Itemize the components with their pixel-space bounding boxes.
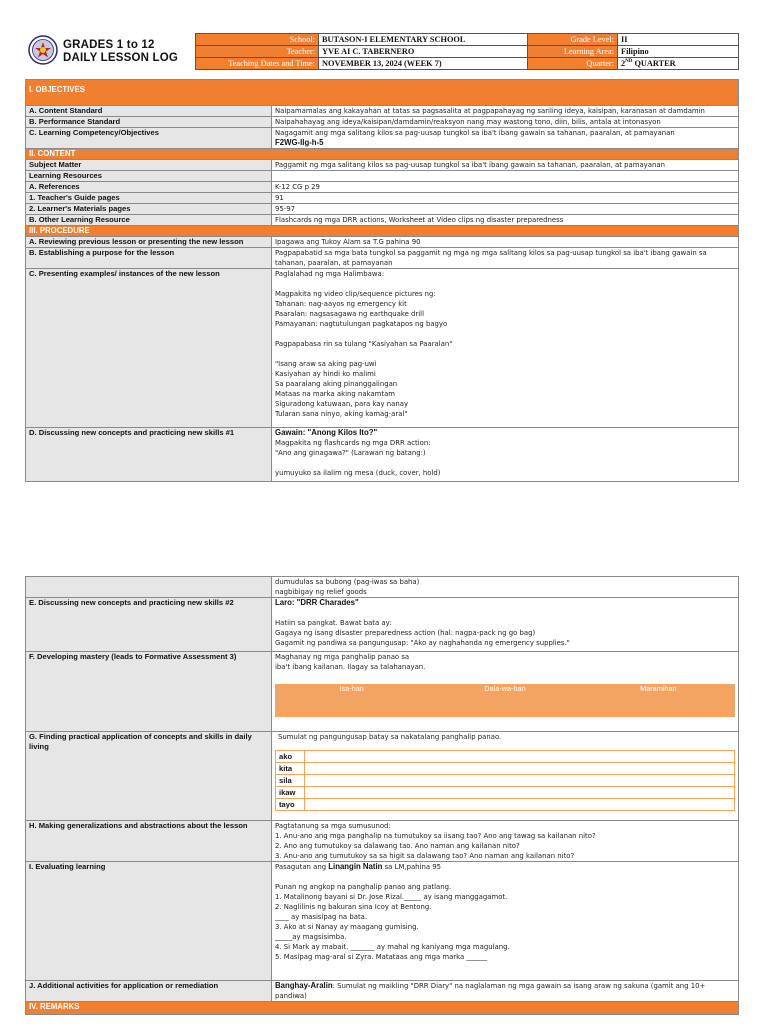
- table-row: [26, 577, 739, 598]
- competency-value: Nagagamit ang mga salitang kilos sa pag-uusap tungkol sa iba't ibang gawain sa tahanan, paaralan, at pamayanan: [275, 129, 675, 137]
- teachers-guide-value: 91: [272, 193, 739, 204]
- table-row: [26, 128, 739, 149]
- table-row: [26, 117, 739, 128]
- table-row: [26, 428, 739, 482]
- content-standard-label: A. Content Standard: [26, 106, 272, 117]
- procedure-i-intro-post: sa LM,pahina 95: [382, 863, 442, 871]
- section-row: [26, 80, 739, 106]
- kailanan-cell-isahan: [275, 696, 428, 717]
- grade-level-label: Grade Level:: [528, 34, 618, 46]
- table-row: [26, 204, 739, 215]
- table-row: [26, 821, 739, 862]
- table-row: [26, 193, 739, 204]
- procedure-f-cell: [272, 652, 739, 732]
- pronoun-sila: sila: [276, 775, 305, 787]
- school-value: BUTASON-I ELEMENTARY SCHOOL: [319, 34, 528, 46]
- title-line-1: GRADES 1 to 12: [63, 39, 155, 51]
- competency-label: C. Learning Competency/Objectives: [26, 128, 272, 149]
- form-title: [63, 39, 178, 64]
- pronoun-kita: kita: [276, 763, 305, 775]
- kailanan-table: [275, 684, 735, 717]
- content-standard-value: Naipamamalas ang kakayahan at tatas sa pagsasalita at pagpapahayag ng sariling ideya, kaisipan, karanasan at damdamin: [272, 106, 739, 117]
- pronoun-ikaw: ikaw: [276, 787, 305, 799]
- references-label: A. References: [26, 182, 272, 193]
- procedure-i-label: I. Evaluating learning: [26, 862, 272, 981]
- procedure-h-label: H. Making generalizations and abstractions about the lesson: [26, 821, 272, 862]
- competency-code: F2WG-IIg-h-5: [275, 138, 324, 147]
- deped-seal-icon: [28, 35, 58, 65]
- procedure-f-label: F. Developing mastery (leads to Formative Assessment 3): [26, 652, 272, 732]
- procedure-d-title: Gawain: "Anong Kilos Ito?": [275, 428, 378, 437]
- teacher-value: YVE AI C. TABERNERO: [319, 46, 528, 58]
- procedure-i-cell: [272, 862, 739, 981]
- table-row: [26, 652, 739, 732]
- table-row: [26, 862, 739, 981]
- procedure-i-value: Punan ng angkop na panghalip panao ang patlang. 1. Matalinong bayani si Dr. Jose Rizal._____ ay isang manggagamot. 2. Naglilinis ng bakuran sina Icoy at Bentong. ____ ay masisipag na bata. 3. Ako at si Nanay ay maagang gumising. _____ay magsisimba. 4. Si Mark ay mabait. _______ ay mahal ng kaniyang mga magulang. 5. Masipag mag-aral si Zyra. Matataas ang mga marka ______: [275, 883, 510, 961]
- kailanan-header-maramihan: Maramihan: [582, 684, 735, 696]
- procedure-g-value: Sumulat ng pangungusap batay sa nakatalang panghalip panao.: [278, 733, 502, 741]
- procedure-g-label: G. Finding practical application of concepts and skills in daily living: [26, 732, 272, 821]
- remarks-heading: IV. REMARKS: [26, 1002, 739, 1015]
- procedure-h-value: Pagtatanung sa mga sumusunod: 1. Anu-ano ang mga panghalip na tumutukoy sa iisang tao? Ano ang tawag sa kailanan nito? 2. Ano ang tumutukoy sa dalawang tao. Ano naman ang kailanan nito? 3. Anu-ano ang tumutukoy sa sa higit sa dalawang tao? Ano naman ang kailanan nito?: [272, 821, 739, 862]
- table-row: [26, 215, 739, 226]
- lesson-log-table-part-1: [25, 79, 738, 482]
- procedure-d-cont-value: dumudulas sa bubong (pag-iwas sa baha) nagbibigay ng relief goods: [272, 577, 739, 598]
- kailanan-cell-maramihan: [582, 696, 735, 717]
- kailanan-header-isahan: Isa-han: [275, 684, 428, 696]
- procedure-b-label: B. Establishing a purpose for the lesson: [26, 248, 272, 269]
- pronoun-table: [275, 750, 735, 811]
- quarter-suffix: ND: [625, 58, 633, 64]
- procedure-e-label: E. Discussing new concepts and practicing new skills #2: [26, 598, 272, 652]
- teachers-guide-label: 1. Teacher's Guide pages: [26, 193, 272, 204]
- pronoun-row: [276, 775, 735, 787]
- table-row: [26, 160, 739, 171]
- pronoun-row: [276, 751, 735, 763]
- kailanan-cell-dalawahan: [428, 696, 581, 717]
- procedure-e-title: Laro: "DRR Charades": [275, 598, 359, 607]
- pronoun-tayo: tayo: [276, 799, 305, 811]
- table-row: [26, 598, 739, 652]
- procedure-a-label: A. Reviewing previous lesson or presenting the new lesson: [26, 237, 272, 248]
- kailanan-header-dalawahan: Dala-wa-han: [428, 684, 581, 696]
- pronoun-answer-field[interactable]: [305, 751, 735, 763]
- procedure-d-cont-label: [26, 577, 272, 598]
- pronoun-row: [276, 799, 735, 811]
- section-row: [26, 1002, 739, 1015]
- table-row: [26, 981, 739, 1002]
- procedure-i-intro: [275, 862, 735, 872]
- subject-matter-value: Paggamit ng mga salitang kilos sa pag-uusap tungkol sa iba't ibang gawain sa tahanan, paaralan, at pamayanan: [272, 160, 739, 171]
- pronoun-answer-field[interactable]: [305, 799, 735, 811]
- school-label: School:: [196, 34, 319, 46]
- pronoun-answer-field[interactable]: [305, 763, 735, 775]
- procedure-d-label: D. Discussing new concepts and practicing new skills #1: [26, 428, 272, 482]
- quarter-label: Quarter:: [528, 58, 618, 70]
- procedure-a-value: Ipagawa ang Tukoy Alam sa T.G pahina 90: [272, 237, 739, 248]
- section-row: [26, 226, 739, 237]
- competency-cell: [272, 128, 739, 149]
- learning-area-value: Filipino: [618, 46, 739, 58]
- table-row: [26, 248, 739, 269]
- procedure-g-cell: [272, 732, 739, 821]
- table-row: [26, 732, 739, 821]
- table-row: [26, 106, 739, 117]
- table-row: [26, 171, 739, 182]
- table-row: [26, 182, 739, 193]
- procedure-i-intro-pre: Pasagutan ang: [275, 863, 329, 871]
- performance-standard-value: Naipahahayag ang ideya/kaisipan/damdamin/reaksyon nang may wastong tono, diin, bilis, antala at intonasyon: [272, 117, 739, 128]
- procedure-j-value: : Sumulat ng maikling "DRR Diary" na naglalaman ng mga gawain sa isang araw ng sakuna (gamit ang 10+ pandiwa): [275, 982, 706, 1000]
- learning-resources-value: [272, 171, 739, 182]
- procedure-c-value: Paglalahad ng mga Halimbawa: Magpakita ng video clip/sequence pictures ng: Tahanan: nag-aayos ng emergency kit Paaralan: nagsasagawa ng earthquake drill Pamayanan: nagtutulungan pagkatapos ng bagyo Pagpapabasa rin sa tulang "Kasiyahan sa Paaralan" "Isang araw sa aking pag-uwi Kasiyahan ay hindi ko malimi Sa paaralang aking pinanggalingan Mataas na marka aking nakamtam Siguradong katuwaan, para kay nanay Tularan sana ninyo, aking kamag-aral": [272, 269, 739, 428]
- other-resources-label: B. Other Learning Resource: [26, 215, 272, 226]
- procedure-c-label: C. Presenting examples/ instances of the new lesson: [26, 269, 272, 428]
- procedure-e-value: Hatiin sa pangkat. Bawat bata ay: Gagaya ng isang disaster preparedness action (hal: nagpa-pack ng go bag) Gagamit ng pandiwa sa pangungusap: "Ako ay naghahanda ng emergency supplies.": [275, 619, 570, 647]
- pronoun-ako: ako: [276, 751, 305, 763]
- procedure-j-cell: [272, 981, 739, 1002]
- pronoun-row: [276, 763, 735, 775]
- procedure-b-value: Pagpapabatid sa mga bata tungkol sa paggamit ng mga ng mga salitang kilos sa pag-uusap tungkol sa iba't ibang gawain sa tahanan, paaralan, at pamayanan: [272, 248, 739, 269]
- content-heading: II. CONTENT: [26, 149, 739, 160]
- objectives-heading: I. OBJECTIVES: [26, 80, 739, 106]
- procedure-d-cell: [272, 428, 739, 482]
- procedure-d-value: Magpakita ng flashcards ng mga DRR action: "Ano ang ginagawa?" (Larawan ng batang:) yumuyuko sa ilalim ng mesa (duck, cover, hold): [275, 439, 441, 477]
- learners-materials-label: 2. Learner's Materials pages: [26, 204, 272, 215]
- learning-area-label: Learning Area:: [528, 46, 618, 58]
- quarter-word: QUARTER: [634, 58, 676, 68]
- title-line-2: DAILY LESSON LOG: [63, 51, 179, 64]
- other-resources-value: Flashcards ng mga DRR actions, Worksheet at Video clips ng disaster preparedness: [272, 215, 739, 226]
- pronoun-row: [276, 787, 735, 799]
- section-row: [26, 149, 739, 160]
- teacher-label: Teacher:: [196, 46, 319, 58]
- lesson-log-table-part-2: [25, 576, 738, 1015]
- header-info-grid: [195, 33, 738, 69]
- procedure-e-cell: [272, 598, 739, 652]
- references-value: K-12 CG p 29: [272, 182, 739, 193]
- learners-materials-value: 95-97: [272, 204, 739, 215]
- teaching-dates-value: NOVEMBER 13, 2024 (WEEK 7): [319, 58, 528, 70]
- pronoun-answer-field[interactable]: [305, 775, 735, 787]
- grade-level-value: II: [618, 34, 739, 46]
- pronoun-answer-field[interactable]: [305, 787, 735, 799]
- procedure-j-title: Banghay-Aralin: [275, 981, 333, 990]
- procedure-j-label: J. Additional activities for application or remediation: [26, 981, 272, 1002]
- quarter-value: [618, 58, 739, 70]
- table-row: [26, 269, 739, 428]
- dll-header: [25, 33, 738, 69]
- teaching-dates-label: Teaching Dates and Time:: [196, 58, 319, 70]
- procedure-heading: III. PROCEDURE: [26, 226, 739, 237]
- procedure-i-intro-bold: Linangin Natin: [328, 862, 383, 871]
- quarter-number: 2: [621, 58, 626, 68]
- performance-standard-label: B. Performance Standard: [26, 117, 272, 128]
- procedure-f-value: Maghanay ng mga panghalip panao sa iba't ibang kailanan. Ilagay sa talahanayan.: [275, 653, 426, 671]
- learning-resources-label: Learning Resources: [26, 171, 272, 182]
- subject-matter-label: Subject Matter: [26, 160, 272, 171]
- table-row: [26, 237, 739, 248]
